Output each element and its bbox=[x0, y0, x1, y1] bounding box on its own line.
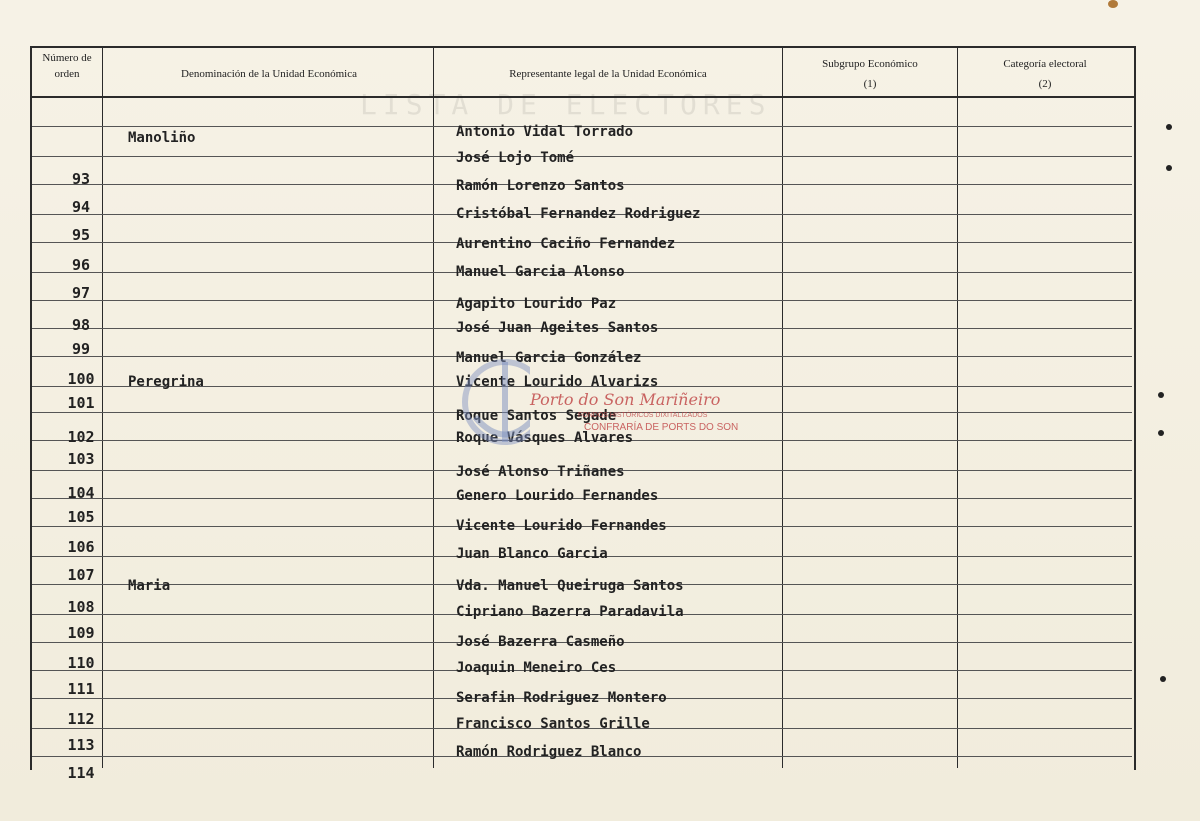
unit-name: Peregrina bbox=[128, 374, 204, 390]
representative-name: Genero Lourido Fernandes bbox=[456, 488, 659, 504]
representative-name: Agapito Lourido Paz bbox=[456, 296, 617, 312]
representative-name: José Alonso Triñanes bbox=[456, 464, 625, 480]
representative-name: Ramón Lorenzo Santos bbox=[456, 178, 625, 194]
representative-name: Francisco Santos Grille bbox=[456, 716, 650, 732]
row-number: 100 bbox=[67, 370, 95, 388]
punch-hole bbox=[1166, 124, 1172, 130]
header-denominacion: Denominación de la Unidad Económica bbox=[181, 68, 357, 80]
row-number: 98 bbox=[71, 316, 91, 334]
punch-hole bbox=[1158, 392, 1164, 398]
column-divider bbox=[102, 46, 103, 768]
representative-name: Vda. Manuel Queiruga Santos bbox=[456, 578, 684, 594]
row-number: 106 bbox=[67, 538, 95, 556]
punch-hole bbox=[1158, 430, 1164, 436]
representative-name: Cipriano Bazerra Paradavila bbox=[456, 604, 684, 620]
representative-name: Joaquin Meneiro Ces bbox=[456, 660, 617, 676]
archive-stamp bbox=[460, 342, 750, 462]
row-number: 94 bbox=[71, 198, 91, 216]
representative-name: Serafin Rodriguez Montero bbox=[456, 690, 667, 706]
column-divider bbox=[782, 46, 783, 768]
punch-hole bbox=[1166, 165, 1172, 171]
representative-name: Roque Vásques Alvares bbox=[456, 430, 634, 446]
row-number: 114 bbox=[67, 764, 95, 782]
anchor-icon bbox=[460, 342, 530, 462]
row-number: 113 bbox=[67, 736, 95, 754]
header-representante: Representante legal de la Unidad Económica bbox=[509, 68, 707, 80]
row-number: 97 bbox=[71, 284, 91, 302]
header-rule bbox=[30, 96, 1134, 98]
row-number: 105 bbox=[67, 508, 95, 526]
representative-name: Ramón Rodriguez Blanco bbox=[456, 744, 642, 760]
column-divider bbox=[433, 46, 434, 768]
header-categoria: Categoría electoral (2) bbox=[1003, 58, 1087, 90]
representative-name: Roque Santos Segade bbox=[456, 408, 617, 424]
representative-name: Manuel Garcia Alonso bbox=[456, 264, 625, 280]
row-number: 111 bbox=[67, 680, 95, 698]
row-number: 110 bbox=[67, 654, 95, 672]
representative-name: Vicente Lourido Alvarizs bbox=[456, 374, 659, 390]
stamp-title: Porto do Son Mariñeiro bbox=[530, 390, 721, 409]
row-number: 96 bbox=[71, 256, 91, 274]
representative-name: Vicente Lourido Fernandes bbox=[456, 518, 667, 534]
stamp-subtitle: FONDOS HISTÓRICOS DIXITALIZADOS bbox=[578, 412, 708, 419]
representative-name: José Lojo Tomé bbox=[456, 150, 575, 166]
representative-name: Aurentino Caciño Fernandez bbox=[456, 236, 676, 252]
representative-name: Cristóbal Fernandez Rodriguez bbox=[456, 206, 701, 222]
stamp-subtitle: CONFRARÍA DE PORTS DO SON bbox=[584, 422, 739, 433]
column-divider bbox=[957, 46, 958, 768]
representative-name: Antonio Vidal Torrado bbox=[456, 124, 634, 140]
row-number: 99 bbox=[71, 340, 91, 358]
row-rule bbox=[32, 156, 1132, 157]
representative-name: Juan Blanco Garcia bbox=[456, 546, 608, 562]
unit-name: Manoliño bbox=[128, 130, 196, 146]
bleed-through-text: LISTA DE ELECTORES bbox=[360, 88, 772, 121]
row-number: 109 bbox=[67, 624, 95, 642]
row-number: 108 bbox=[67, 598, 95, 616]
unit-name: Maria bbox=[128, 578, 171, 594]
representative-name: José Bazerra Casmeño bbox=[456, 634, 625, 650]
header-subgrupo: Subgrupo Económico (1) bbox=[822, 58, 918, 90]
row-number: 101 bbox=[67, 394, 95, 412]
punch-hole bbox=[1160, 676, 1166, 682]
row-number: 104 bbox=[67, 484, 95, 502]
row-number: 107 bbox=[67, 566, 95, 584]
row-number: 102 bbox=[67, 428, 95, 446]
row-number: 95 bbox=[71, 226, 91, 244]
row-number: 112 bbox=[67, 710, 95, 728]
row-number: 103 bbox=[67, 450, 95, 468]
representative-name: José Juan Ageites Santos bbox=[456, 320, 659, 336]
header-numero: Número de orden bbox=[42, 52, 92, 80]
representative-name: Manuel Garcia González bbox=[456, 350, 642, 366]
paper-stain bbox=[1108, 0, 1118, 8]
row-number: 93 bbox=[71, 170, 91, 188]
